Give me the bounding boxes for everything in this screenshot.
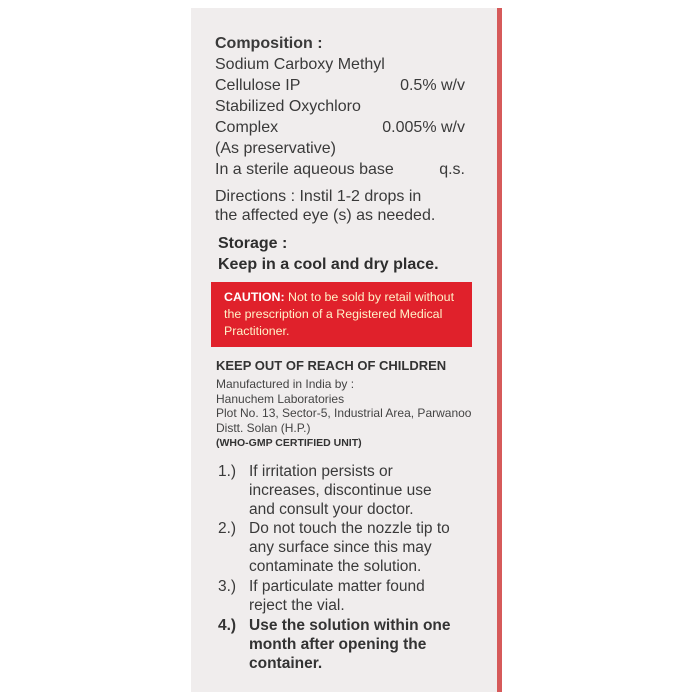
ingredient-name-line: Stabilized Oxychloro: [215, 98, 361, 115]
note-line: contaminate the solution.: [249, 558, 422, 575]
note-line: any surface since this may: [249, 539, 432, 556]
ingredient-name-line: Sodium Carboxy Methyl: [215, 56, 385, 73]
note-line: If irritation persists or: [249, 463, 393, 480]
caution-line: the prescription of a Registered Medical: [224, 307, 443, 321]
manufacturer-line: Plot No. 13, Sector-5, Industrial Area, Parwanoo: [216, 406, 472, 420]
ingredient-amount: 0.5% w/v: [400, 77, 465, 94]
ingredient-name-line: In a sterile aqueous base: [215, 161, 394, 178]
manufacturer-line: Manufactured in India by :: [216, 377, 355, 391]
certification-badge: (WHO-GMP CERTIFIED UNIT): [216, 437, 362, 449]
caution-text: Not to be sold by retail without: [288, 290, 455, 304]
note-line: increases, discontinue use: [249, 482, 432, 499]
ingredient-amount: 0.005% w/v: [382, 119, 465, 136]
note-line: and consult your doctor.: [249, 501, 414, 518]
note-number: 4.): [218, 617, 237, 634]
note-number: 3.): [218, 578, 237, 595]
note-line: month after opening the: [249, 636, 427, 653]
note-line: Do not touch the nozzle tip to: [249, 520, 450, 537]
caution-label: CAUTION:: [224, 290, 285, 304]
ingredient-name-line: Complex: [215, 119, 279, 136]
composition-heading: Composition :: [215, 35, 323, 52]
directions-line: the affected eye (s) as needed.: [215, 207, 436, 224]
note-line: reject the vial.: [249, 597, 345, 614]
note-line: container.: [249, 655, 323, 672]
ingredient-name-line: Cellulose IP: [215, 77, 301, 94]
ingredient-amount: q.s.: [439, 161, 465, 178]
directions-line: Directions : Instil 1-2 drops in: [215, 188, 422, 205]
caution-line: Practitioner.: [224, 324, 290, 338]
children-warning: KEEP OUT OF REACH OF CHILDREN: [216, 358, 447, 373]
note-number: 1.): [218, 463, 237, 480]
ingredient-name-line: (As preservative): [215, 140, 336, 157]
note-line: If particulate matter found: [249, 578, 425, 595]
manufacturer-line: Distt. Solan (H.P.): [216, 421, 311, 435]
caution-line: [224, 289, 464, 306]
note-number: 2.): [218, 520, 237, 537]
storage-heading: Storage :: [218, 235, 288, 252]
storage-text: Keep in a cool and dry place.: [218, 256, 439, 273]
note-line: Use the solution within one: [249, 617, 451, 634]
label-edge-stripe: [497, 8, 502, 692]
manufacturer-line: Hanuchem Laboratories: [216, 392, 345, 406]
